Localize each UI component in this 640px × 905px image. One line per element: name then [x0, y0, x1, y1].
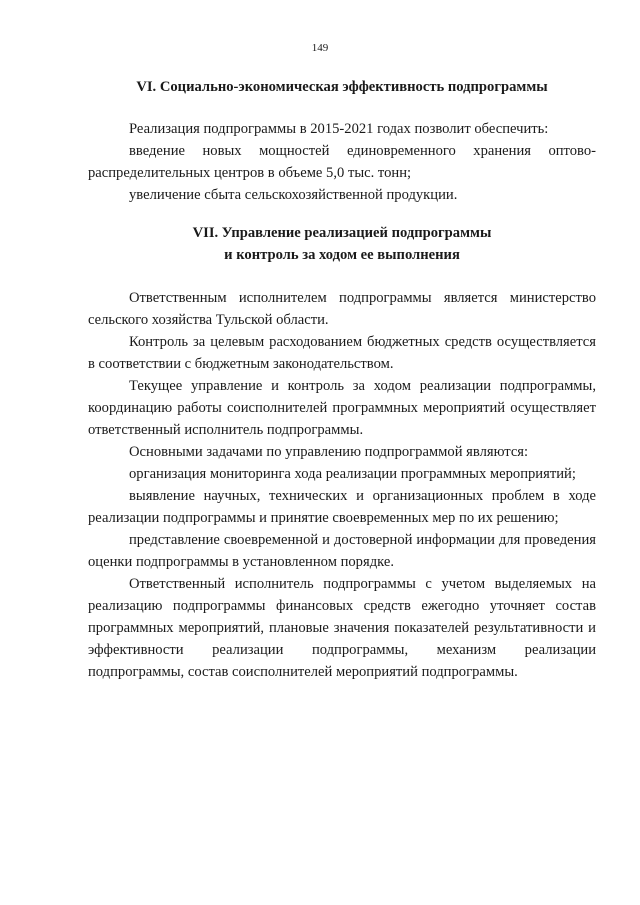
section-7-title-line-2: и контроль за ходом ее выполнения: [224, 247, 460, 263]
section-6-title: VI. Социально-экономическая эффективность подпрограммы: [136, 79, 548, 95]
section-7-paragraph: представление своевременной и достоверной информации для проведения оценки подпрограммы в установленном порядке.: [88, 532, 596, 570]
section-7-paragraph: Ответственным исполнителем подпрограммы является министерство сельского хозяйства Тульской области.: [88, 290, 596, 328]
document-body: [88, 76, 596, 683]
section-7-paragraph: выявление научных, технических и организационных проблем в ходе реализации подпрограммы и принятие своевременных мер по их решению;: [88, 488, 596, 526]
section-7-paragraph: организация мониторинга хода реализации программных мероприятий;: [129, 466, 576, 482]
section-6-paragraph: увеличение сбыта сельскохозяйственной продукции.: [129, 187, 458, 203]
section-7-paragraph: Контроль за целевым расходованием бюджетных средств осуществляется в соответствии с бюджетным законодательством.: [88, 334, 596, 372]
section-7-paragraph: Текущее управление и контроль за ходом реализации подпрограммы, координацию работы соисполнителей программных мероприятий осуществляет ответственный исполнитель подпрограммы.: [88, 378, 596, 438]
section-7-paragraph: Основными задачами по управлению подпрограммой являются:: [129, 444, 529, 460]
section-7-title-line-1: VII. Управление реализацией подпрограммы: [192, 225, 492, 241]
section-6-paragraph: Реализация подпрограммы в 2015-2021 годах позволит обеспечить:: [129, 121, 549, 137]
section-7-title: [88, 222, 596, 266]
page-number: 149: [311, 42, 329, 54]
section-7-paragraph: Ответственный исполнитель подпрограммы с учетом выделяемых на реализацию подпрограммы финансовых средств ежегодно уточняет состав программных мероприятий, плановые значения показателей результативности и эффективности реализации подпрограммы, механизм реализации подпрограммы, состав соисполнителей мероприятий подпрограммы.: [88, 576, 596, 680]
section-6-paragraph: введение новых мощностей единовременного хранения оптово-распределительных центров в объеме 5,0 тыс. тонн;: [88, 143, 596, 181]
